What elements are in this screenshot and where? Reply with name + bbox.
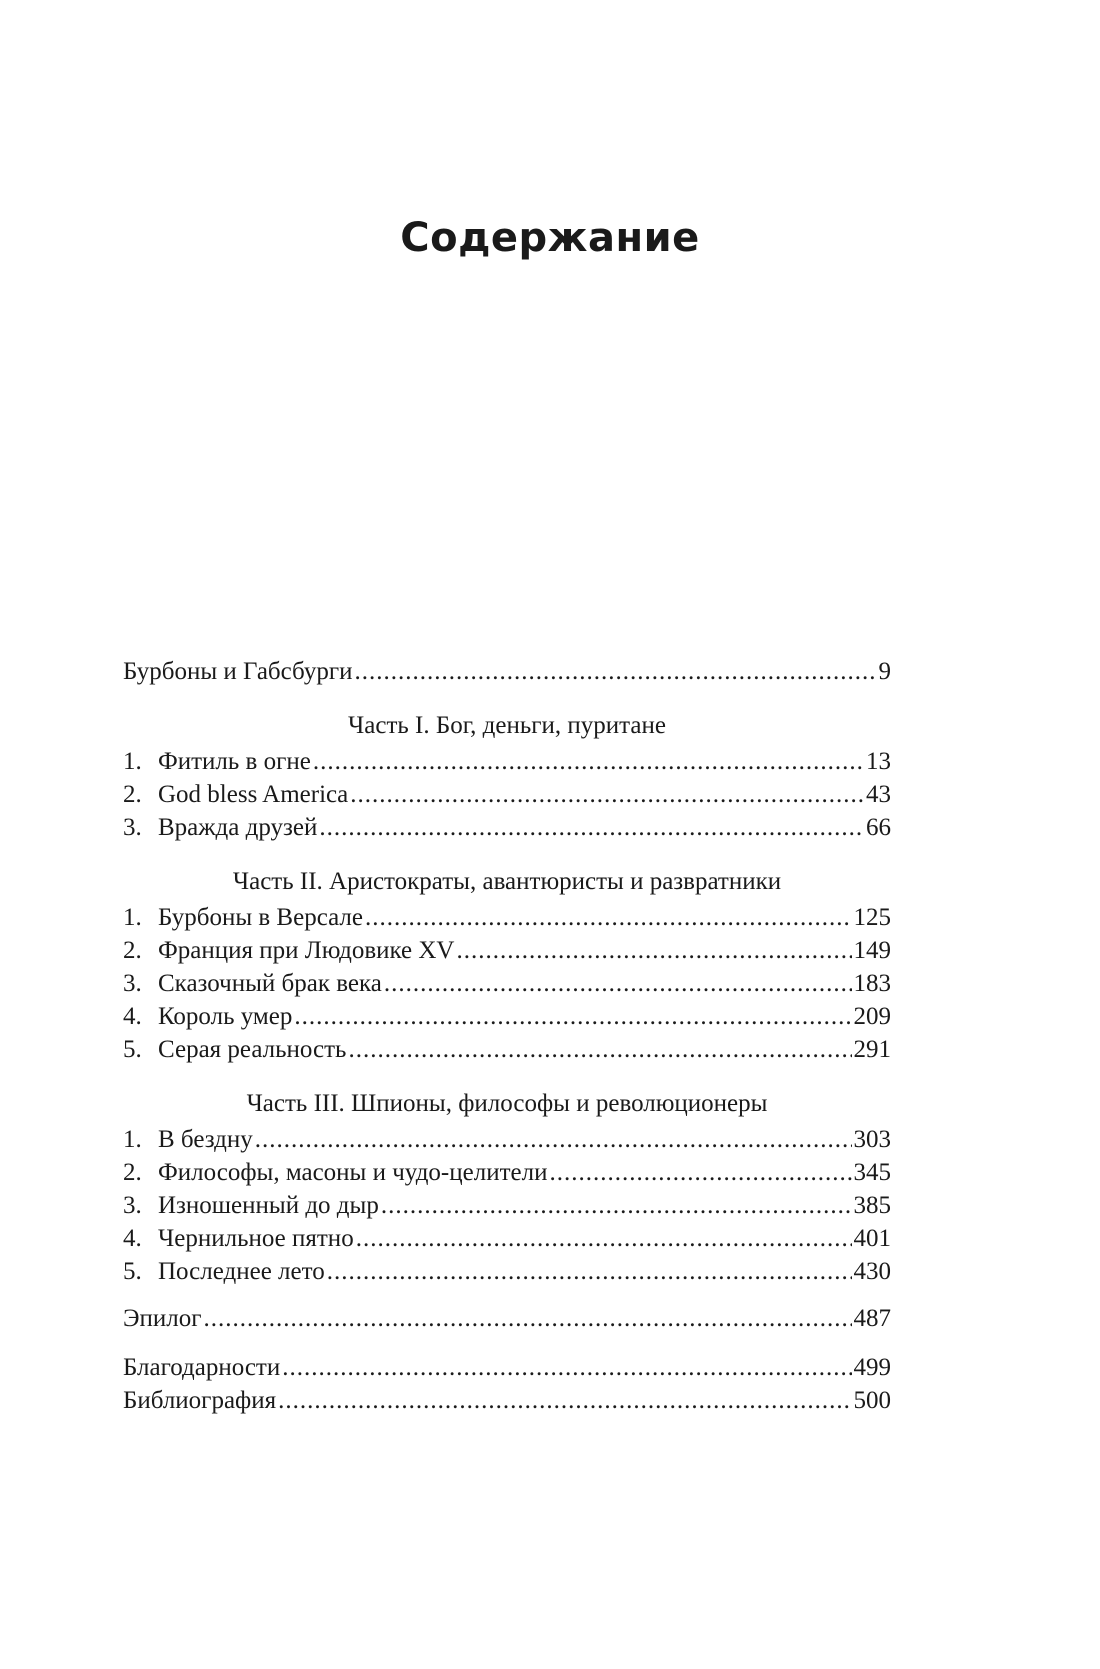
dot-leader [365, 902, 852, 934]
chapter-title: Чернильное пятно [158, 1225, 354, 1252]
table-of-contents [123, 656, 891, 1418]
dot-leader [348, 1034, 851, 1066]
chapter-title: Бурбоны в Версале [158, 904, 363, 931]
chapter-title: Серая реальность [158, 1036, 347, 1063]
chapter-number: 1. [123, 1126, 142, 1153]
toc-entry-title: Бурбоны и Габсбурги [123, 658, 353, 685]
chapter-number: 3. [123, 1192, 142, 1219]
chapter-title: Философы, масоны и чудо-целители [158, 1159, 548, 1186]
chapter-title: В бездну [158, 1126, 253, 1153]
dot-leader [319, 812, 864, 844]
chapter-title: Фитиль в огне [158, 748, 311, 775]
toc-chapter[interactable] [123, 1223, 891, 1256]
chapter-number: 4. [123, 1225, 142, 1252]
toc-chapter[interactable] [123, 1190, 891, 1223]
toc-entry-page: 9 [878, 658, 891, 685]
dot-leader [255, 1124, 852, 1156]
chapter-page: 13 [866, 748, 891, 775]
chapter-page: 430 [853, 1258, 891, 1285]
chapter-page: 401 [853, 1225, 891, 1252]
dot-leader [294, 1001, 851, 1033]
toc-entry-intro[interactable] [123, 656, 891, 689]
spacer [123, 1336, 891, 1352]
dot-leader [356, 1223, 852, 1255]
toc-chapter[interactable] [123, 779, 891, 812]
chapter-page: 385 [853, 1192, 891, 1219]
chapter-page: 43 [866, 781, 891, 808]
chapter-number: 2. [123, 1159, 142, 1186]
dot-leader [282, 1352, 851, 1384]
dot-leader [278, 1385, 851, 1417]
toc-entry-title: Благодарности [123, 1354, 281, 1381]
chapter-number: 5. [123, 1036, 142, 1063]
chapter-page: 66 [866, 814, 891, 841]
toc-chapter[interactable] [123, 968, 891, 1001]
toc-entry-acknowledgements[interactable] [123, 1352, 891, 1385]
chapter-number: 1. [123, 748, 142, 775]
toc-chapter[interactable] [123, 1124, 891, 1157]
chapter-title: Вражда друзей [158, 814, 318, 841]
chapter-title: Последнее лето [158, 1258, 325, 1285]
chapter-number: 4. [123, 1003, 142, 1030]
toc-entry-bibliography[interactable] [123, 1385, 891, 1418]
toc-entry-page: 500 [853, 1387, 891, 1414]
toc-entry-title: Эпилог [123, 1305, 202, 1332]
chapter-number: 5. [123, 1258, 142, 1285]
chapter-page: 183 [853, 970, 891, 997]
toc-chapter[interactable] [123, 935, 891, 968]
spacer [123, 1289, 891, 1303]
toc-entry-page: 487 [853, 1305, 891, 1332]
toc-chapter[interactable] [123, 746, 891, 779]
toc-entry-title: Библиография [123, 1387, 277, 1414]
chapter-number: 3. [123, 970, 142, 997]
dot-leader [204, 1303, 852, 1335]
chapter-number: 1. [123, 904, 142, 931]
toc-entry-page: 499 [853, 1354, 891, 1381]
page-title: Содержание [400, 214, 700, 261]
chapter-page: 209 [853, 1003, 891, 1030]
part-heading-3: Часть III. Шпионы, философы и революционеры [246, 1090, 768, 1117]
chapter-title: Король умер [158, 1003, 293, 1030]
dot-leader [313, 746, 864, 778]
toc-entry-epilogue[interactable] [123, 1303, 891, 1336]
toc-chapter[interactable] [123, 812, 891, 845]
chapter-page: 345 [853, 1159, 891, 1186]
dot-leader [381, 1190, 852, 1222]
dot-leader [456, 935, 851, 967]
chapter-title: Изношенный до дыр [158, 1192, 379, 1219]
chapter-title: God bless America [158, 781, 349, 808]
dot-leader [549, 1157, 851, 1189]
chapter-page: 291 [853, 1036, 891, 1063]
chapter-page: 125 [853, 904, 891, 931]
chapter-title: Франция при Людовике XV [158, 937, 455, 964]
chapter-page: 149 [853, 937, 891, 964]
dot-leader [354, 656, 876, 688]
dot-leader [350, 779, 864, 811]
part-heading-1: Часть I. Бог, деньги, пуритане [348, 712, 666, 739]
dot-leader [384, 968, 852, 1000]
chapter-number: 2. [123, 937, 142, 964]
toc-chapter[interactable] [123, 902, 891, 935]
toc-chapter[interactable] [123, 1256, 891, 1289]
chapter-number: 3. [123, 814, 142, 841]
chapter-page: 303 [853, 1126, 891, 1153]
toc-chapter[interactable] [123, 1034, 891, 1067]
chapter-title: Сказочный брак века [158, 970, 382, 997]
dot-leader [327, 1256, 852, 1288]
toc-chapter[interactable] [123, 1001, 891, 1034]
toc-chapter[interactable] [123, 1157, 891, 1190]
chapter-number: 2. [123, 781, 142, 808]
part-heading-2: Часть II. Аристократы, авантюристы и развратники [232, 868, 782, 895]
